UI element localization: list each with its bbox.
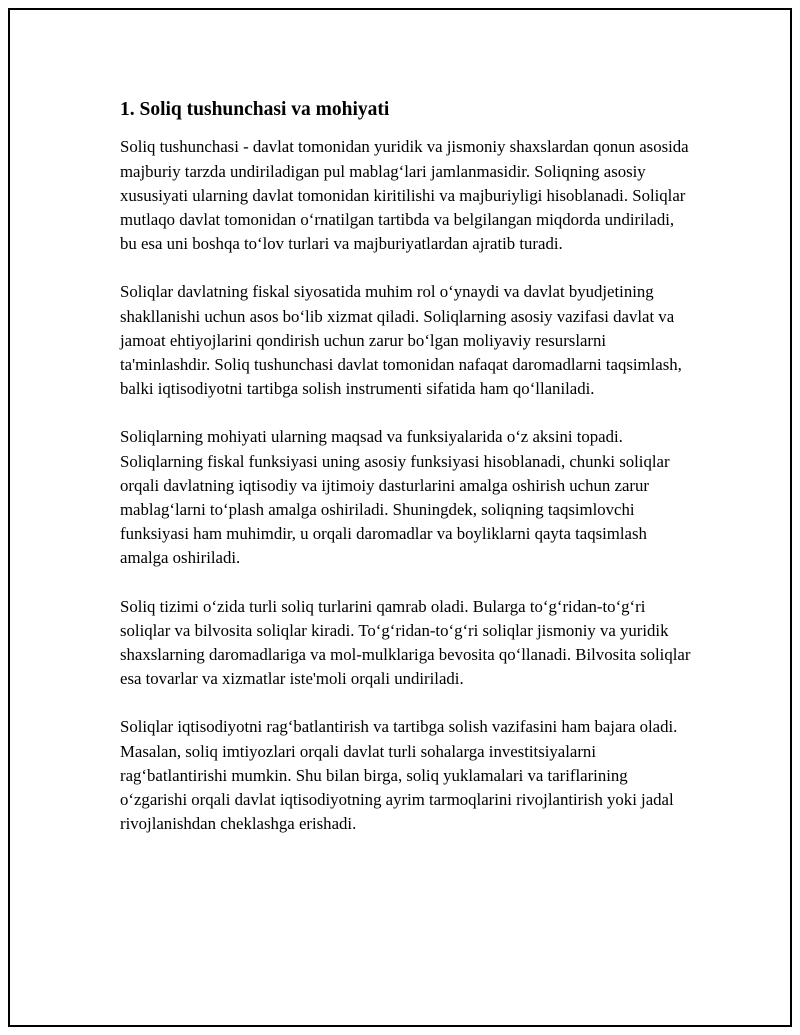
paragraph-4: Soliq tizimi o‘zida turli soliq turlarini qamrab oladi. Bularga to‘g‘ridan-to‘g‘ri soliqlar va bilvosita soliqlar kiradi. To‘g‘ridan-to‘g‘ri soliqlar jismoniy va yuridik shaxslarning daromadlariga va mol-mulklariga bevosita qo‘llanadi. Bilvosita soliqlar esa tovarlar va xizmatlar iste'moli orqali undiriladi. (120, 596, 691, 689)
section-heading: 1. Soliq tushunchasi va mohiyati (120, 99, 390, 120)
paragraph-3: Soliqlarning mohiyati ularning maqsad va funksiyalarida o‘z aksini topadi. Soliqlarning fiskal funksiyasi uning asosiy funksiyasi hisoblanadi, chunki soliqlar orqali davlatning iqtisodiy va ijtimoiy dasturlarini amalga oshirish uchun zarur mablag‘larni to‘plash amalga oshiriladi. Shuningdek, soliqning taqsimlovchi funksiyasi ham muhimdir, u orqali daromadlar va boyliklarni qayta taqsimlash amalga oshiriladi. (120, 427, 670, 568)
paragraph-1: Soliq tushunchasi - davlat tomonidan yuridik va jismoniy shaxslardan qonun asosida majburiy tarzda undiriladigan pul mablag‘lari jamlanmasidir. Soliqning asosiy xususiyati ularning davlat tomonidan kiritilishi va majburiyligi hisoblanadi. Soliqlar mutlaqo davlat tomonidan o‘rnatilgan tartibda va belgilangan miqdorda undiriladi, bu esa uni boshqa to‘lov turlari va majburiyatlardan ajratib turadi. (120, 137, 689, 254)
paragraph-5: Soliqlar iqtisodiyotni rag‘batlantirish va tartibga solish vazifasini ham bajara oladi. Masalan, soliq imtiyozlari orqali davlat turli sohalarga investitsiyalarni rag‘batlantirishi mumkin. Shu bilan birga, soliq yuklamalari va tariflarining o‘zgarishi orqali davlat iqtisodiyotning ayrim tarmoqlarini rivojlantirish yoki jadal rivojlanishdan cheklashga erishadi. (120, 717, 678, 834)
document-page (8, 8, 792, 1027)
paragraph-2: Soliqlar davlatning fiskal siyosatida muhim rol o‘ynaydi va davlat byudjetining shakllanishi uchun asos bo‘lib xizmat qiladi. Soliqlarning asosiy vazifasi davlat va jamoat ehtiyojlarini qondirish uchun zarur bo‘lgan moliyaviy resurslarni ta'minlashdir. Soliq tushunchasi davlat tomonidan nafaqat daromadlarni taqsimlash, balki iqtisodiyotni tartibga solish instrumenti sifatida ham qo‘llaniladi. (120, 282, 682, 399)
document-body (120, 98, 695, 860)
